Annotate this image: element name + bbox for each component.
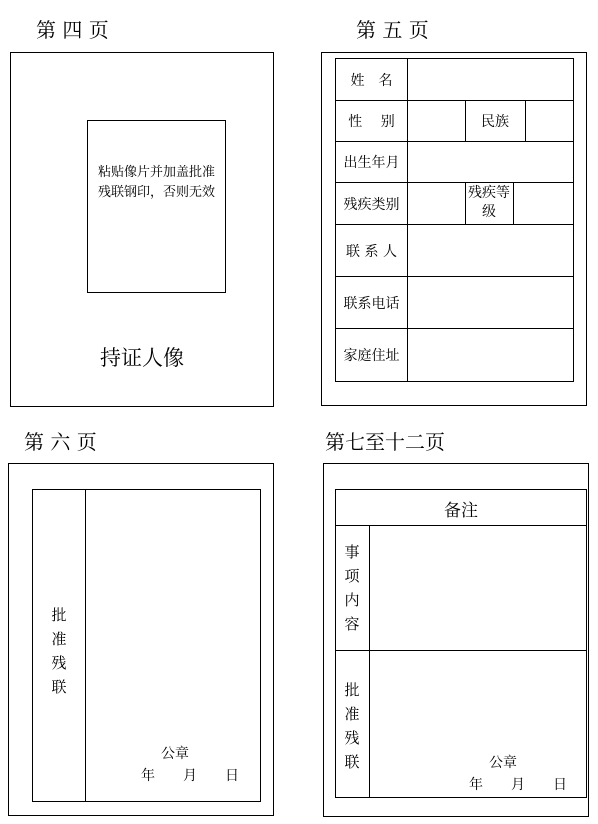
vertical-label-matters: 事 项 内 容 <box>344 543 360 633</box>
label-address: 家庭住址 <box>343 348 400 364</box>
page4-title: 第 四 页 <box>36 18 109 42</box>
remarks-table <box>335 489 587 798</box>
seal-label-remarks: 公章 <box>489 755 517 771</box>
label-gender: 性 别 <box>348 114 395 130</box>
page7-frame <box>323 463 589 817</box>
label-name: 姓 名 <box>350 73 393 89</box>
photo-instruction: 粘贴像片并加盖批准残联钢印，否则无效 <box>97 165 215 200</box>
approval-table <box>32 489 261 802</box>
label-disability-level: 残疾等级 <box>468 185 510 220</box>
seal-label: 公章 <box>161 746 189 762</box>
date-line-remarks: 年 月 日 <box>469 777 567 793</box>
page5-frame <box>321 52 587 406</box>
info-table <box>335 58 574 382</box>
photo-caption: 持证人像 <box>100 346 184 370</box>
vertical-label-approve: 批 准 残 联 <box>51 606 67 696</box>
remarks-header: 备注 <box>444 501 478 521</box>
vertical-label-approve-remarks: 批 准 残 联 <box>344 681 360 771</box>
date-line: 年 月 日 <box>141 768 239 784</box>
page6-title: 第 六 页 <box>24 430 97 454</box>
label-contact-person: 联 系 人 <box>346 244 397 260</box>
label-ethnicity: 民族 <box>481 114 509 130</box>
label-disability-type: 残疾类别 <box>343 197 400 213</box>
page7-title: 第七至十二页 <box>325 430 445 454</box>
page4-frame <box>10 52 274 407</box>
label-phone: 联系电话 <box>343 296 400 312</box>
page5-title: 第 五 页 <box>356 18 429 42</box>
photo-box <box>87 120 226 293</box>
label-birth: 出生年月 <box>343 155 400 171</box>
page6-frame <box>8 463 274 816</box>
